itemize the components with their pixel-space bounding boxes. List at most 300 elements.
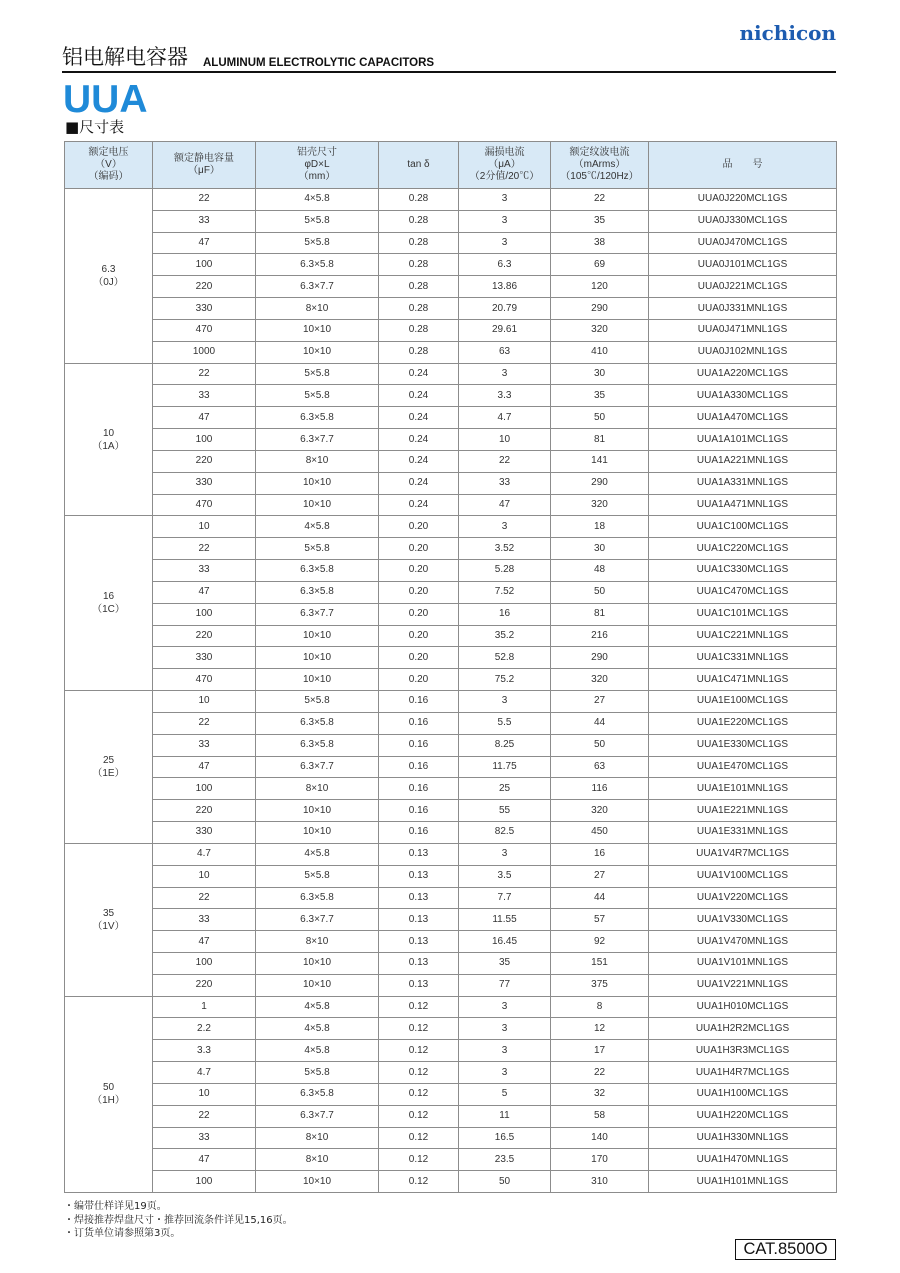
table-row: [65, 472, 837, 494]
part-number-cell: UUA1C221MNL1GS: [649, 625, 837, 647]
tan-delta-cell: 0.12: [379, 1040, 459, 1062]
case-size-cell: 5×5.8: [256, 865, 379, 887]
table-row: [65, 691, 837, 713]
page-title-chinese: 铝电解电容器: [62, 45, 188, 69]
ripple-current-cell: 27: [551, 865, 649, 887]
ripple-current-cell: 27: [551, 691, 649, 713]
part-number-cell: UUA1E470MCL1GS: [649, 756, 837, 778]
leakage-current-cell: 35.2: [459, 625, 551, 647]
ripple-current-cell: 44: [551, 887, 649, 909]
tan-delta-cell: 0.20: [379, 625, 459, 647]
table-row: [65, 800, 837, 822]
case-size-cell: 10×10: [256, 952, 379, 974]
table-row: [65, 1083, 837, 1105]
table-row: [65, 647, 837, 669]
capacitance-cell: 4.7: [153, 843, 256, 865]
table-row: [65, 538, 837, 560]
leakage-current-cell: 3: [459, 1018, 551, 1040]
ripple-current-cell: 81: [551, 429, 649, 451]
part-number-cell: UUA1E220MCL1GS: [649, 712, 837, 734]
table-row: [65, 363, 837, 385]
ripple-current-cell: 320: [551, 800, 649, 822]
table-row: [65, 1105, 837, 1127]
ripple-current-cell: 170: [551, 1149, 649, 1171]
leakage-current-cell: 5.28: [459, 560, 551, 582]
ripple-current-cell: 57: [551, 909, 649, 931]
part-number-cell: UUA1E330MCL1GS: [649, 734, 837, 756]
leakage-current-cell: 3.52: [459, 538, 551, 560]
capacitance-cell: 330: [153, 298, 256, 320]
voltage-value: 6.3: [101, 263, 116, 275]
part-number-cell: UUA1C220MCL1GS: [649, 538, 837, 560]
ripple-current-cell: 50: [551, 734, 649, 756]
part-number-cell: UUA1A330MCL1GS: [649, 385, 837, 407]
tan-delta-cell: 0.24: [379, 407, 459, 429]
table-row: [65, 996, 837, 1018]
part-number-cell: UUA0J331MNL1GS: [649, 298, 837, 320]
ripple-current-cell: 48: [551, 560, 649, 582]
part-number-cell: UUA1H220MCL1GS: [649, 1105, 837, 1127]
section-title: ■尺寸表: [65, 118, 125, 136]
leakage-current-cell: 3.5: [459, 865, 551, 887]
header-part-number: 品 号: [649, 142, 837, 189]
leakage-current-cell: 3: [459, 189, 551, 211]
part-number-cell: UUA1C470MCL1GS: [649, 581, 837, 603]
capacitance-cell: 330: [153, 822, 256, 844]
tan-delta-cell: 0.24: [379, 363, 459, 385]
tan-delta-cell: 0.13: [379, 843, 459, 865]
header-capacitance: 额定静电容量 （μF）: [153, 142, 256, 189]
leakage-current-cell: 3: [459, 996, 551, 1018]
leakage-current-cell: 3: [459, 363, 551, 385]
series-name: UUA: [63, 78, 148, 121]
table-row: [65, 887, 837, 909]
table-row: [65, 189, 837, 211]
case-size-cell: 6.3×7.7: [256, 1105, 379, 1127]
table-row: [65, 1127, 837, 1149]
tan-delta-cell: 0.16: [379, 822, 459, 844]
tan-delta-cell: 0.12: [379, 1018, 459, 1040]
leakage-current-cell: 10: [459, 429, 551, 451]
ripple-current-cell: 151: [551, 952, 649, 974]
leakage-current-cell: 77: [459, 974, 551, 996]
leakage-current-cell: 82.5: [459, 822, 551, 844]
ripple-current-cell: 410: [551, 341, 649, 363]
case-size-cell: 10×10: [256, 669, 379, 691]
capacitance-cell: 10: [153, 691, 256, 713]
tan-delta-cell: 0.28: [379, 189, 459, 211]
case-size-cell: 6.3×5.8: [256, 712, 379, 734]
leakage-current-cell: 5.5: [459, 712, 551, 734]
tan-delta-cell: 0.12: [379, 1127, 459, 1149]
capacitance-cell: 47: [153, 232, 256, 254]
leakage-current-cell: 3: [459, 232, 551, 254]
voltage-value: 50: [102, 1082, 115, 1094]
tan-delta-cell: 0.16: [379, 734, 459, 756]
case-size-cell: 5×5.8: [256, 691, 379, 713]
case-size-cell: 8×10: [256, 1149, 379, 1171]
case-size-cell: 5×5.8: [256, 232, 379, 254]
voltage-code: （1C）: [92, 604, 125, 616]
case-size-cell: 5×5.8: [256, 363, 379, 385]
capacitance-cell: 22: [153, 887, 256, 909]
case-size-cell: 10×10: [256, 800, 379, 822]
ripple-current-cell: 310: [551, 1171, 649, 1193]
page-title-english: ALUMINUM ELECTROLYTIC CAPACITORS: [203, 57, 435, 69]
voltage-code: （1H）: [92, 1095, 125, 1107]
case-size-cell: 5×5.8: [256, 210, 379, 232]
case-size-cell: 6.3×5.8: [256, 887, 379, 909]
case-size-cell: 4×5.8: [256, 843, 379, 865]
footnote: ・焊接推荐焊盘尺寸・推荐回流条件详见15,16页。: [64, 1214, 293, 1226]
tan-delta-cell: 0.28: [379, 276, 459, 298]
table-row: [65, 734, 837, 756]
capacitance-cell: 100: [153, 952, 256, 974]
header-tan-delta: tan δ: [379, 142, 459, 189]
tan-delta-cell: 0.12: [379, 1171, 459, 1193]
tan-delta-cell: 0.13: [379, 909, 459, 931]
capacitance-cell: 1: [153, 996, 256, 1018]
case-size-cell: 6.3×5.8: [256, 581, 379, 603]
table-row: [65, 625, 837, 647]
leakage-current-cell: 3: [459, 1062, 551, 1084]
capacitance-cell: 22: [153, 189, 256, 211]
ripple-current-cell: 290: [551, 298, 649, 320]
voltage-value: 35: [102, 907, 115, 919]
leakage-current-cell: 25: [459, 778, 551, 800]
header-leakage-current: 漏损电流 （μA） （2分值/20℃）: [459, 142, 551, 189]
part-number-cell: UUA0J101MCL1GS: [649, 254, 837, 276]
capacitance-cell: 100: [153, 778, 256, 800]
capacitance-cell: 220: [153, 974, 256, 996]
part-number-cell: UUA1V330MCL1GS: [649, 909, 837, 931]
capacitance-cell: 33: [153, 909, 256, 931]
tan-delta-cell: 0.16: [379, 778, 459, 800]
capacitance-cell: 10: [153, 1083, 256, 1105]
tan-delta-cell: 0.20: [379, 603, 459, 625]
capacitance-cell: 470: [153, 319, 256, 341]
part-number-cell: UUA0J221MCL1GS: [649, 276, 837, 298]
part-number-cell: UUA1C101MCL1GS: [649, 603, 837, 625]
leakage-current-cell: 7.7: [459, 887, 551, 909]
table-row: [65, 909, 837, 931]
case-size-cell: 4×5.8: [256, 189, 379, 211]
case-size-cell: 6.3×7.7: [256, 276, 379, 298]
header-rated-voltage: 额定电压 （V） （编码）: [65, 142, 153, 189]
table-row: [65, 581, 837, 603]
case-size-cell: 4×5.8: [256, 996, 379, 1018]
table-row: [65, 1149, 837, 1171]
table-row: [65, 1171, 837, 1193]
capacitance-cell: 10: [153, 516, 256, 538]
leakage-current-cell: 23.5: [459, 1149, 551, 1171]
part-number-cell: UUA1H470MNL1GS: [649, 1149, 837, 1171]
tan-delta-cell: 0.24: [379, 429, 459, 451]
capacitance-cell: 220: [153, 625, 256, 647]
table-row: [65, 756, 837, 778]
ripple-current-cell: 69: [551, 254, 649, 276]
tan-delta-cell: 0.20: [379, 516, 459, 538]
tan-delta-cell: 0.28: [379, 341, 459, 363]
leakage-current-cell: 50: [459, 1171, 551, 1193]
ripple-current-cell: 450: [551, 822, 649, 844]
table-row: [65, 494, 837, 516]
part-number-cell: UUA1H3R3MCL1GS: [649, 1040, 837, 1062]
tan-delta-cell: 0.20: [379, 538, 459, 560]
capacitance-cell: 220: [153, 800, 256, 822]
leakage-current-cell: 7.52: [459, 581, 551, 603]
tan-delta-cell: 0.28: [379, 298, 459, 320]
part-number-cell: UUA1V221MNL1GS: [649, 974, 837, 996]
capacitance-cell: 1000: [153, 341, 256, 363]
table-header-row: [65, 142, 837, 189]
capacitance-cell: 47: [153, 931, 256, 953]
capacitance-cell: 47: [153, 756, 256, 778]
capacitance-cell: 100: [153, 603, 256, 625]
table-row: [65, 560, 837, 582]
ripple-current-cell: 116: [551, 778, 649, 800]
leakage-current-cell: 47: [459, 494, 551, 516]
case-size-cell: 8×10: [256, 298, 379, 320]
capacitance-cell: 33: [153, 1127, 256, 1149]
voltage-cell: [65, 691, 153, 844]
table-row: [65, 276, 837, 298]
table-row: [65, 778, 837, 800]
table-row: [65, 429, 837, 451]
case-size-cell: 10×10: [256, 472, 379, 494]
leakage-current-cell: 11.55: [459, 909, 551, 931]
capacitance-cell: 47: [153, 407, 256, 429]
tan-delta-cell: 0.13: [379, 887, 459, 909]
table-row: [65, 298, 837, 320]
ripple-current-cell: 22: [551, 189, 649, 211]
case-size-cell: 5×5.8: [256, 1062, 379, 1084]
case-size-cell: 8×10: [256, 1127, 379, 1149]
tan-delta-cell: 0.13: [379, 931, 459, 953]
leakage-current-cell: 63: [459, 341, 551, 363]
tan-delta-cell: 0.28: [379, 232, 459, 254]
voltage-cell: [65, 189, 153, 364]
table-row: [65, 319, 837, 341]
ripple-current-cell: 58: [551, 1105, 649, 1127]
capacitance-cell: 330: [153, 647, 256, 669]
case-size-cell: 6.3×7.7: [256, 603, 379, 625]
case-size-cell: 5×5.8: [256, 538, 379, 560]
ripple-current-cell: 290: [551, 472, 649, 494]
part-number-cell: UUA0J471MNL1GS: [649, 319, 837, 341]
capacitance-cell: 2.2: [153, 1018, 256, 1040]
part-number-cell: UUA1V470MNL1GS: [649, 931, 837, 953]
leakage-current-cell: 16: [459, 603, 551, 625]
leakage-current-cell: 3: [459, 516, 551, 538]
capacitance-cell: 470: [153, 669, 256, 691]
ripple-current-cell: 120: [551, 276, 649, 298]
case-size-cell: 10×10: [256, 341, 379, 363]
table-row: [65, 407, 837, 429]
part-number-cell: UUA1A101MCL1GS: [649, 429, 837, 451]
tan-delta-cell: 0.13: [379, 974, 459, 996]
part-number-cell: UUA1H100MCL1GS: [649, 1083, 837, 1105]
part-number-cell: UUA0J220MCL1GS: [649, 189, 837, 211]
capacitance-cell: 100: [153, 429, 256, 451]
voltage-cell: [65, 996, 153, 1192]
part-number-cell: UUA1C471MNL1GS: [649, 669, 837, 691]
part-number-cell: UUA1A470MCL1GS: [649, 407, 837, 429]
capacitance-cell: 220: [153, 450, 256, 472]
capacitance-cell: 4.7: [153, 1062, 256, 1084]
leakage-current-cell: 8.25: [459, 734, 551, 756]
ripple-current-cell: 63: [551, 756, 649, 778]
ripple-current-cell: 290: [551, 647, 649, 669]
tan-delta-cell: 0.20: [379, 647, 459, 669]
part-number-cell: UUA1H330MNL1GS: [649, 1127, 837, 1149]
voltage-value: 10: [102, 427, 115, 439]
ripple-current-cell: 320: [551, 319, 649, 341]
capacitance-cell: 33: [153, 560, 256, 582]
voltage-cell: [65, 843, 153, 996]
part-number-cell: UUA1H101MNL1GS: [649, 1171, 837, 1193]
leakage-current-cell: 3: [459, 210, 551, 232]
leakage-current-cell: 3: [459, 1040, 551, 1062]
part-number-cell: UUA1C330MCL1GS: [649, 560, 837, 582]
tan-delta-cell: 0.28: [379, 210, 459, 232]
header-ripple-current: 额定纹波电流 （mArms） （105℃/120Hz）: [551, 142, 649, 189]
table-row: [65, 952, 837, 974]
table-row: [65, 450, 837, 472]
case-size-cell: 8×10: [256, 450, 379, 472]
leakage-current-cell: 55: [459, 800, 551, 822]
capacitance-cell: 100: [153, 254, 256, 276]
part-number-cell: UUA1H4R7MCL1GS: [649, 1062, 837, 1084]
case-size-cell: 6.3×5.8: [256, 407, 379, 429]
brand-logo: nichicon: [739, 21, 836, 45]
ripple-current-cell: 17: [551, 1040, 649, 1062]
footnote: ・编带仕样详见19页。: [64, 1201, 167, 1213]
tan-delta-cell: 0.13: [379, 865, 459, 887]
voltage-code: （1V）: [92, 920, 125, 932]
table-row: [65, 516, 837, 538]
case-size-cell: 6.3×5.8: [256, 560, 379, 582]
tan-delta-cell: 0.12: [379, 996, 459, 1018]
voltage-cell: [65, 363, 153, 516]
tan-delta-cell: 0.28: [379, 254, 459, 276]
ripple-current-cell: 92: [551, 931, 649, 953]
ripple-current-cell: 35: [551, 210, 649, 232]
ripple-current-cell: 16: [551, 843, 649, 865]
ripple-current-cell: 50: [551, 407, 649, 429]
table-row: [65, 385, 837, 407]
part-number-cell: UUA1V100MCL1GS: [649, 865, 837, 887]
part-number-cell: UUA1A220MCL1GS: [649, 363, 837, 385]
case-size-cell: 10×10: [256, 625, 379, 647]
table-row: [65, 254, 837, 276]
capacitance-cell: 330: [153, 472, 256, 494]
capacitance-cell: 100: [153, 1171, 256, 1193]
table-row: [65, 1040, 837, 1062]
table-row: [65, 931, 837, 953]
part-number-cell: UUA1A471MNL1GS: [649, 494, 837, 516]
case-size-cell: 10×10: [256, 1171, 379, 1193]
ripple-current-cell: 35: [551, 385, 649, 407]
tan-delta-cell: 0.28: [379, 319, 459, 341]
header-divider: [62, 71, 836, 73]
ripple-current-cell: 44: [551, 712, 649, 734]
voltage-value: 25: [102, 754, 115, 766]
case-size-cell: 4×5.8: [256, 516, 379, 538]
capacitance-cell: 33: [153, 385, 256, 407]
leakage-current-cell: 13.86: [459, 276, 551, 298]
part-number-cell: UUA1H010MCL1GS: [649, 996, 837, 1018]
leakage-current-cell: 16.5: [459, 1127, 551, 1149]
table-row: [65, 603, 837, 625]
case-size-cell: 10×10: [256, 494, 379, 516]
table-row: [65, 822, 837, 844]
ripple-current-cell: 216: [551, 625, 649, 647]
tan-delta-cell: 0.16: [379, 691, 459, 713]
capacitance-cell: 10: [153, 865, 256, 887]
footnote: ・订货单位请参照第3页。: [64, 1228, 181, 1240]
tan-delta-cell: 0.16: [379, 756, 459, 778]
leakage-current-cell: 20.79: [459, 298, 551, 320]
case-size-cell: 8×10: [256, 778, 379, 800]
part-number-cell: UUA1E221MNL1GS: [649, 800, 837, 822]
leakage-current-cell: 3: [459, 691, 551, 713]
ripple-current-cell: 32: [551, 1083, 649, 1105]
table-row: [65, 865, 837, 887]
part-number-cell: UUA0J102MNL1GS: [649, 341, 837, 363]
header-case-size: 铝壳尺寸 φD×L （mm）: [256, 142, 379, 189]
table-row: [65, 232, 837, 254]
ripple-current-cell: 38: [551, 232, 649, 254]
tan-delta-cell: 0.12: [379, 1149, 459, 1171]
part-number-cell: UUA1C100MCL1GS: [649, 516, 837, 538]
voltage-code: （1A）: [92, 440, 125, 452]
tan-delta-cell: 0.16: [379, 800, 459, 822]
case-size-cell: 6.3×5.8: [256, 1083, 379, 1105]
voltage-cell: [65, 516, 153, 691]
leakage-current-cell: 52.8: [459, 647, 551, 669]
ripple-current-cell: 30: [551, 538, 649, 560]
capacitance-cell: 33: [153, 734, 256, 756]
table-row: [65, 712, 837, 734]
tan-delta-cell: 0.20: [379, 560, 459, 582]
leakage-current-cell: 75.2: [459, 669, 551, 691]
capacitance-cell: 47: [153, 1149, 256, 1171]
table-row: [65, 974, 837, 996]
ripple-current-cell: 18: [551, 516, 649, 538]
table-row: [65, 341, 837, 363]
leakage-current-cell: 11: [459, 1105, 551, 1127]
ripple-current-cell: 320: [551, 669, 649, 691]
case-size-cell: 10×10: [256, 319, 379, 341]
leakage-current-cell: 3: [459, 843, 551, 865]
footnotes: [64, 1200, 836, 1241]
voltage-value: 16: [102, 591, 115, 603]
part-number-cell: UUA1A331MNL1GS: [649, 472, 837, 494]
part-number-cell: UUA0J470MCL1GS: [649, 232, 837, 254]
capacitance-cell: 33: [153, 210, 256, 232]
table-row: [65, 210, 837, 232]
part-number-cell: UUA1C331MNL1GS: [649, 647, 837, 669]
tan-delta-cell: 0.24: [379, 450, 459, 472]
ripple-current-cell: 375: [551, 974, 649, 996]
table-body: [65, 189, 837, 1193]
ripple-current-cell: 8: [551, 996, 649, 1018]
leakage-current-cell: 33: [459, 472, 551, 494]
part-number-cell: UUA1E100MCL1GS: [649, 691, 837, 713]
tan-delta-cell: 0.20: [379, 669, 459, 691]
case-size-cell: 10×10: [256, 647, 379, 669]
